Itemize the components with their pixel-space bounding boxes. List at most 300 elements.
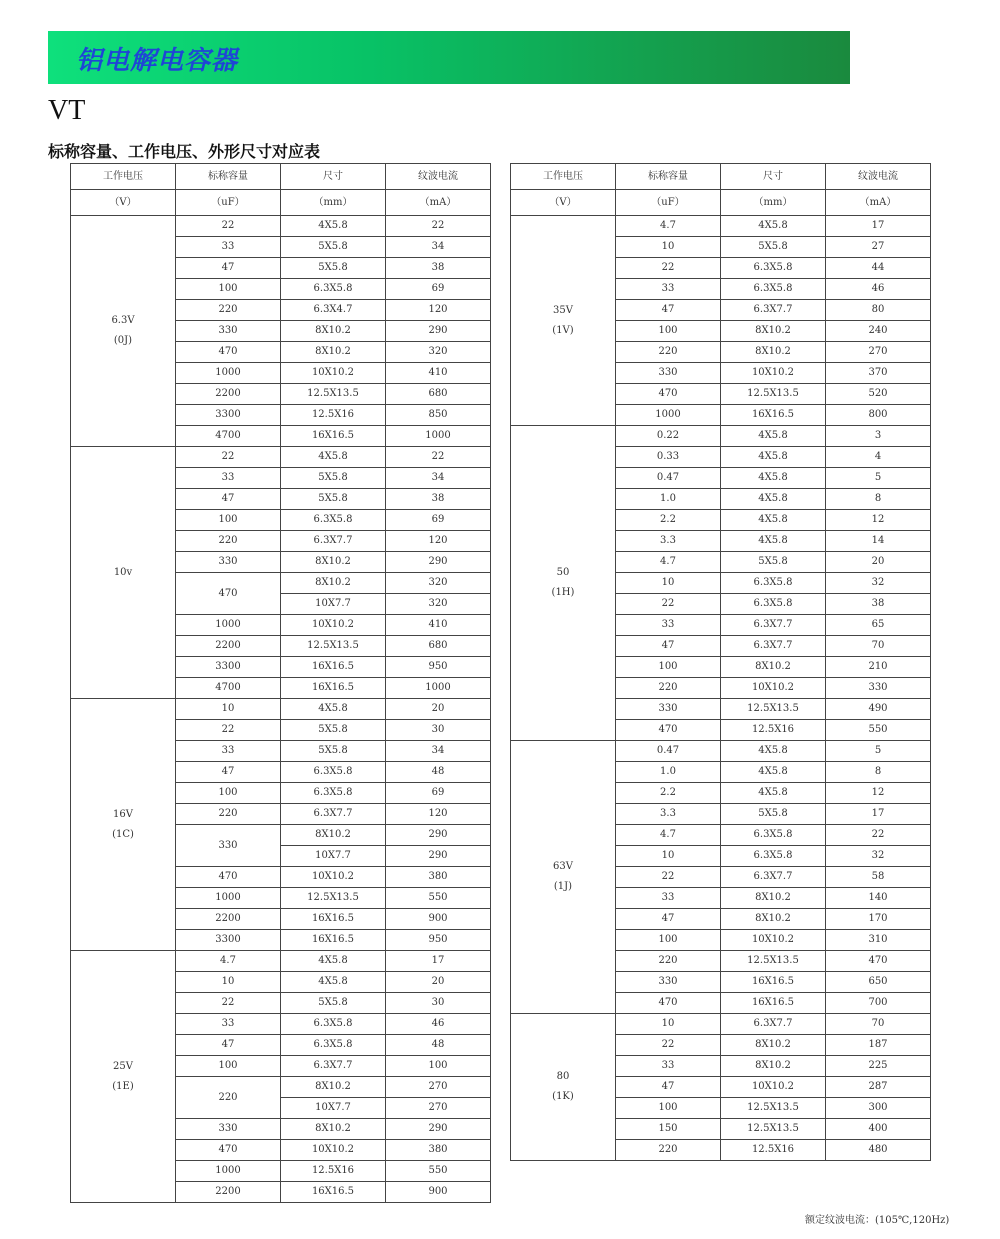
banner-title: 铝电解电容器	[76, 46, 239, 76]
table-row	[511, 1014, 931, 1035]
ripple-cell: 290	[386, 321, 491, 342]
capacitance-header: 标称容量	[616, 164, 721, 190]
ripple-cell: 46	[386, 1014, 491, 1035]
capacitance-cell: 220	[616, 1140, 721, 1161]
capacitance-cell: 470	[616, 993, 721, 1014]
ripple-cell: 380	[386, 867, 491, 888]
capacitance-cell: 22	[616, 1035, 721, 1056]
ripple-cell: 480	[826, 1140, 931, 1161]
ripple-cell: 44	[826, 258, 931, 279]
capacitance-cell: 3300	[176, 405, 281, 426]
size-cell: 5X5.8	[281, 468, 386, 489]
capacitance-cell: 100	[616, 657, 721, 678]
size-cell: 4X5.8	[281, 972, 386, 993]
ripple-cell: 30	[386, 993, 491, 1014]
size-cell: 6.3X7.7	[721, 615, 826, 636]
table-row	[511, 216, 931, 237]
capacitance-cell: 10	[176, 699, 281, 720]
ripple-cell: 34	[386, 741, 491, 762]
capacitance-cell: 330	[176, 552, 281, 573]
ripple-cell: 34	[386, 468, 491, 489]
size-cell: 16X16.5	[721, 993, 826, 1014]
size-header: （mm）	[721, 190, 826, 216]
capacitance-cell: 10	[616, 237, 721, 258]
capacitance-cell: 47	[176, 1035, 281, 1056]
ripple-cell: 225	[826, 1056, 931, 1077]
capacitance-cell: 4700	[176, 426, 281, 447]
capacitance-cell: 47	[616, 636, 721, 657]
ripple-cell: 69	[386, 510, 491, 531]
spec-table-left	[70, 163, 491, 1203]
ripple-cell: 550	[826, 720, 931, 741]
ripple-cell: 20	[386, 699, 491, 720]
ripple-cell: 290	[386, 552, 491, 573]
voltage-group-cell	[71, 951, 176, 1203]
size-cell: 8X10.2	[721, 657, 826, 678]
ripple-cell: 120	[386, 531, 491, 552]
ripple-cell: 400	[826, 1119, 931, 1140]
size-cell: 12.5X16	[281, 1161, 386, 1182]
ripple-cell: 27	[826, 237, 931, 258]
size-cell: 4X5.8	[281, 699, 386, 720]
ripple-cell: 900	[386, 1182, 491, 1203]
capacitance-cell: 47	[616, 300, 721, 321]
size-cell: 10X10.2	[721, 678, 826, 699]
ripple-cell: 58	[826, 867, 931, 888]
ripple-cell: 410	[386, 615, 491, 636]
capacitance-cell: 3300	[176, 930, 281, 951]
ripple-cell: 70	[826, 1014, 931, 1035]
size-cell: 5X5.8	[281, 237, 386, 258]
size-header: 尺寸	[721, 164, 826, 190]
ripple-cell: 120	[386, 300, 491, 321]
voltage-value: 10v	[113, 566, 133, 578]
ripple-cell: 800	[826, 405, 931, 426]
size-cell: 8X10.2	[721, 1035, 826, 1056]
ripple-cell: 140	[826, 888, 931, 909]
size-cell: 12.5X13.5	[721, 951, 826, 972]
ripple-cell: 22	[826, 825, 931, 846]
voltage-value: 25V	[113, 1060, 133, 1072]
size-cell: 4X5.8	[281, 951, 386, 972]
voltage-code: (1E)	[112, 1080, 134, 1092]
size-cell: 8X10.2	[281, 552, 386, 573]
capacitance-cell: 330	[176, 825, 281, 867]
header-row	[71, 164, 491, 190]
size-cell: 12.5X13.5	[281, 888, 386, 909]
capacitance-cell: 4.7	[176, 951, 281, 972]
size-cell: 16X16.5	[281, 426, 386, 447]
ripple-cell: 680	[386, 384, 491, 405]
size-cell: 8X10.2	[721, 1056, 826, 1077]
capacitance-cell: 330	[616, 699, 721, 720]
ripple-cell: 12	[826, 510, 931, 531]
voltage-code: (1H)	[551, 587, 575, 598]
size-cell: 12.5X13.5	[721, 1119, 826, 1140]
capacitance-cell: 33	[176, 741, 281, 762]
size-cell: 6.3X5.8	[281, 1035, 386, 1056]
table-row	[511, 426, 931, 447]
ripple-cell: 950	[386, 930, 491, 951]
capacitance-cell: 100	[176, 783, 281, 804]
capacitance-cell: 3.3	[616, 531, 721, 552]
capacitance-cell: 3.3	[616, 804, 721, 825]
ripple-cell: 22	[386, 447, 491, 468]
size-cell: 4X5.8	[721, 468, 826, 489]
ripple-cell: 20	[826, 552, 931, 573]
capacitance-cell: 47	[616, 1077, 721, 1098]
capacitance-cell: 1000	[176, 615, 281, 636]
ripple-cell: 330	[826, 678, 931, 699]
capacitance-cell: 2200	[176, 1182, 281, 1203]
capacitance-cell: 47	[616, 909, 721, 930]
ripple-cell: 5	[826, 741, 931, 762]
ripple-cell: 700	[826, 993, 931, 1014]
size-cell: 8X10.2	[721, 909, 826, 930]
ripple-cell: 370	[826, 363, 931, 384]
voltage-code: (0J)	[113, 335, 133, 346]
capacitance-cell: 1000	[176, 888, 281, 909]
size-cell: 10X7.7	[281, 846, 386, 867]
ripple-cell: 210	[826, 657, 931, 678]
ripple-cell: 70	[826, 636, 931, 657]
capacitance-cell: 150	[616, 1119, 721, 1140]
ripple-cell: 550	[386, 1161, 491, 1182]
capacitance-cell: 33	[616, 888, 721, 909]
size-cell: 5X5.8	[281, 741, 386, 762]
capacitance-cell: 10	[176, 972, 281, 993]
size-cell: 10X10.2	[281, 1140, 386, 1161]
capacitance-cell: 10	[616, 846, 721, 867]
size-cell: 6.3X5.8	[721, 846, 826, 867]
capacitance-cell: 2200	[176, 384, 281, 405]
voltage-group-cell	[511, 1014, 616, 1161]
header-row	[511, 190, 931, 216]
voltage-header: （V）	[71, 190, 176, 216]
size-cell: 16X16.5	[281, 678, 386, 699]
size-cell: 12.5X13.5	[721, 1098, 826, 1119]
ripple-cell: 290	[386, 846, 491, 867]
ripple-cell: 470	[826, 951, 931, 972]
size-cell: 12.5X13.5	[281, 384, 386, 405]
capacitance-cell: 1.0	[616, 762, 721, 783]
size-cell: 8X10.2	[721, 342, 826, 363]
capacitance-cell: 33	[176, 237, 281, 258]
capacitance-cell: 0.33	[616, 447, 721, 468]
voltage-value: 63V	[553, 861, 573, 872]
ripple-cell: 240	[826, 321, 931, 342]
size-cell: 8X10.2	[281, 1119, 386, 1140]
ripple-cell: 550	[386, 888, 491, 909]
capacitance-cell: 220	[616, 678, 721, 699]
capacitance-cell: 2.2	[616, 783, 721, 804]
size-cell: 12.5X16	[721, 720, 826, 741]
voltage-group-cell	[511, 741, 616, 1014]
capacitance-cell: 2.2	[616, 510, 721, 531]
capacitance-cell: 220	[176, 1077, 281, 1119]
capacitance-header: 标称容量	[176, 164, 281, 190]
size-cell: 5X5.8	[721, 804, 826, 825]
voltage-header: 工作电压	[511, 164, 616, 190]
ripple-cell: 900	[386, 909, 491, 930]
ripple-cell: 48	[386, 1035, 491, 1056]
table-row	[71, 951, 491, 972]
size-cell: 6.3X5.8	[721, 279, 826, 300]
ripple-cell: 170	[826, 909, 931, 930]
header-row	[511, 164, 931, 190]
voltage-header: 工作电压	[71, 164, 176, 190]
size-cell: 12.5X13.5	[721, 699, 826, 720]
capacitance-cell: 33	[616, 615, 721, 636]
ripple-cell: 5	[826, 468, 931, 489]
voltage-code: (1K)	[552, 1091, 574, 1102]
ripple-cell: 310	[826, 930, 931, 951]
ripple-cell: 4	[826, 447, 931, 468]
series-name: VT	[48, 95, 86, 126]
ripple-cell: 17	[826, 216, 931, 237]
size-cell: 5X5.8	[281, 489, 386, 510]
ripple-cell: 32	[826, 573, 931, 594]
size-cell: 10X7.7	[281, 594, 386, 615]
size-cell: 6.3X5.8	[721, 258, 826, 279]
ripple-header: （mA）	[386, 190, 491, 216]
size-cell: 6.3X5.8	[281, 1014, 386, 1035]
size-cell: 8X10.2	[281, 573, 386, 594]
capacitance-cell: 220	[616, 951, 721, 972]
ripple-cell: 120	[386, 804, 491, 825]
capacitance-cell: 2200	[176, 636, 281, 657]
ripple-cell: 270	[386, 1077, 491, 1098]
size-cell: 4X5.8	[721, 531, 826, 552]
ripple-header: （mA）	[826, 190, 931, 216]
ripple-cell: 950	[386, 657, 491, 678]
ripple-cell: 290	[386, 1119, 491, 1140]
capacitance-cell: 10	[616, 573, 721, 594]
capacitance-cell: 330	[176, 321, 281, 342]
ripple-cell: 22	[386, 216, 491, 237]
capacitance-cell: 47	[176, 762, 281, 783]
ripple-cell: 38	[826, 594, 931, 615]
capacitance-cell: 470	[616, 720, 721, 741]
capacitance-cell: 10	[616, 1014, 721, 1035]
size-cell: 4X5.8	[721, 426, 826, 447]
ripple-cell: 380	[386, 1140, 491, 1161]
size-cell: 10X10.2	[721, 363, 826, 384]
size-cell: 16X16.5	[281, 657, 386, 678]
size-cell: 8X10.2	[281, 825, 386, 846]
size-cell: 8X10.2	[721, 321, 826, 342]
ripple-cell: 300	[826, 1098, 931, 1119]
capacitance-cell: 22	[616, 258, 721, 279]
capacitance-cell: 220	[176, 804, 281, 825]
ripple-cell: 270	[826, 342, 931, 363]
ripple-cell: 320	[386, 594, 491, 615]
header-row	[71, 190, 491, 216]
capacitance-cell: 3300	[176, 657, 281, 678]
voltage-group-cell	[71, 216, 176, 447]
voltage-value: 50	[556, 567, 570, 578]
size-cell: 6.3X7.7	[281, 1056, 386, 1077]
ripple-cell: 410	[386, 363, 491, 384]
voltage-value: 6.3V	[111, 315, 135, 326]
voltage-code: (1V)	[552, 324, 574, 336]
size-cell: 10X10.2	[281, 867, 386, 888]
voltage-group-cell	[511, 426, 616, 741]
capacitance-cell: 100	[616, 321, 721, 342]
size-cell: 6.3X7.7	[281, 531, 386, 552]
ripple-cell: 80	[826, 300, 931, 321]
size-cell: 6.3X5.8	[281, 783, 386, 804]
ripple-cell: 320	[386, 573, 491, 594]
ripple-cell: 34	[386, 237, 491, 258]
size-cell: 6.3X5.8	[281, 510, 386, 531]
ripple-cell: 270	[386, 1098, 491, 1119]
ripple-cell: 8	[826, 762, 931, 783]
capacitance-cell: 1000	[176, 1161, 281, 1182]
header-banner	[48, 31, 850, 84]
ripple-footnote: 额定纹波电流：(105℃,120Hz)	[805, 1215, 950, 1226]
size-cell: 6.3X4.7	[281, 300, 386, 321]
size-cell: 6.3X7.7	[721, 867, 826, 888]
capacitance-cell: 4.7	[616, 825, 721, 846]
capacitance-header: （uF）	[616, 190, 721, 216]
capacitance-cell: 470	[616, 384, 721, 405]
size-cell: 5X5.8	[721, 237, 826, 258]
capacitance-cell: 220	[176, 531, 281, 552]
ripple-cell: 32	[826, 846, 931, 867]
size-cell: 6.3X5.8	[281, 762, 386, 783]
size-header: （mm）	[281, 190, 386, 216]
table-row	[71, 216, 491, 237]
ripple-cell: 46	[826, 279, 931, 300]
ripple-cell: 650	[826, 972, 931, 993]
voltage-value: 16V	[113, 808, 133, 820]
capacitance-cell: 100	[176, 1056, 281, 1077]
table-row	[511, 741, 931, 762]
capacitance-cell: 100	[616, 1098, 721, 1119]
capacitance-cell: 470	[176, 1140, 281, 1161]
capacitance-cell: 2200	[176, 909, 281, 930]
size-cell: 5X5.8	[281, 258, 386, 279]
size-cell: 4X5.8	[281, 216, 386, 237]
capacitance-cell: 100	[176, 279, 281, 300]
capacitance-cell: 47	[176, 258, 281, 279]
capacitance-cell: 100	[616, 930, 721, 951]
ripple-cell: 48	[386, 762, 491, 783]
size-cell: 8X10.2	[281, 321, 386, 342]
size-cell: 4X5.8	[721, 489, 826, 510]
size-header: 尺寸	[281, 164, 386, 190]
capacitance-cell: 0.47	[616, 741, 721, 762]
size-cell: 10X10.2	[721, 1077, 826, 1098]
size-cell: 10X10.2	[281, 363, 386, 384]
size-cell: 8X10.2	[721, 888, 826, 909]
ripple-header: 纹波电流	[826, 164, 931, 190]
size-cell: 6.3X7.7	[721, 636, 826, 657]
ripple-cell: 17	[826, 804, 931, 825]
size-cell: 12.5X13.5	[281, 636, 386, 657]
voltage-group-cell	[511, 216, 616, 426]
size-cell: 10X10.2	[721, 930, 826, 951]
size-cell: 6.3X5.8	[721, 594, 826, 615]
capacitance-cell: 33	[176, 1014, 281, 1035]
capacitance-cell: 22	[176, 720, 281, 741]
capacitance-cell: 22	[176, 993, 281, 1014]
capacitance-cell: 1.0	[616, 489, 721, 510]
size-cell: 6.3X5.8	[721, 573, 826, 594]
capacitance-cell: 22	[176, 447, 281, 468]
ripple-cell: 12	[826, 783, 931, 804]
voltage-code: (1J)	[553, 881, 573, 892]
ripple-cell: 30	[386, 720, 491, 741]
capacitance-cell: 33	[176, 468, 281, 489]
ripple-cell: 187	[826, 1035, 931, 1056]
ripple-cell: 1000	[386, 426, 491, 447]
capacitance-cell: 470	[176, 342, 281, 363]
capacitance-cell: 47	[176, 489, 281, 510]
size-cell: 6.3X7.7	[721, 1014, 826, 1035]
capacitance-cell: 22	[176, 216, 281, 237]
size-cell: 6.3X5.8	[721, 825, 826, 846]
capacitance-cell: 330	[616, 363, 721, 384]
capacitance-cell: 1000	[616, 405, 721, 426]
ripple-cell: 680	[386, 636, 491, 657]
ripple-cell: 3	[826, 426, 931, 447]
capacitance-cell: 220	[176, 300, 281, 321]
size-cell: 8X10.2	[281, 1077, 386, 1098]
size-cell: 6.3X5.8	[281, 279, 386, 300]
capacitance-cell: 4700	[176, 678, 281, 699]
ripple-cell: 100	[386, 1056, 491, 1077]
size-cell: 16X16.5	[721, 405, 826, 426]
size-cell: 6.3X7.7	[281, 804, 386, 825]
ripple-cell: 69	[386, 279, 491, 300]
ripple-cell: 20	[386, 972, 491, 993]
table-row	[71, 699, 491, 720]
capacitance-header: （uF）	[176, 190, 281, 216]
capacitance-cell: 33	[616, 1056, 721, 1077]
capacitance-cell: 470	[176, 867, 281, 888]
size-cell: 10X7.7	[281, 1098, 386, 1119]
ripple-cell: 69	[386, 783, 491, 804]
size-cell: 4X5.8	[721, 762, 826, 783]
voltage-value: 35V	[553, 304, 573, 316]
size-cell: 10X10.2	[281, 615, 386, 636]
size-cell: 12.5X13.5	[721, 384, 826, 405]
capacitance-cell: 0.47	[616, 468, 721, 489]
voltage-header: （V）	[511, 190, 616, 216]
capacitance-cell: 22	[616, 594, 721, 615]
capacitance-cell: 22	[616, 867, 721, 888]
ripple-cell: 290	[386, 825, 491, 846]
spec-table-right	[510, 163, 931, 1161]
voltage-group-cell	[71, 699, 176, 951]
capacitance-cell: 330	[176, 1119, 281, 1140]
voltage-code: (1C)	[112, 828, 134, 840]
size-cell: 16X16.5	[281, 1182, 386, 1203]
size-cell: 4X5.8	[721, 447, 826, 468]
size-cell: 5X5.8	[281, 993, 386, 1014]
ripple-cell: 38	[386, 489, 491, 510]
capacitance-cell: 220	[616, 342, 721, 363]
size-cell: 4X5.8	[721, 741, 826, 762]
voltage-group-cell	[71, 447, 176, 699]
capacitance-cell: 33	[616, 279, 721, 300]
capacitance-cell: 4.7	[616, 216, 721, 237]
ripple-header: 纹波电流	[386, 164, 491, 190]
capacitance-cell: 330	[616, 972, 721, 993]
size-cell: 16X16.5	[721, 972, 826, 993]
